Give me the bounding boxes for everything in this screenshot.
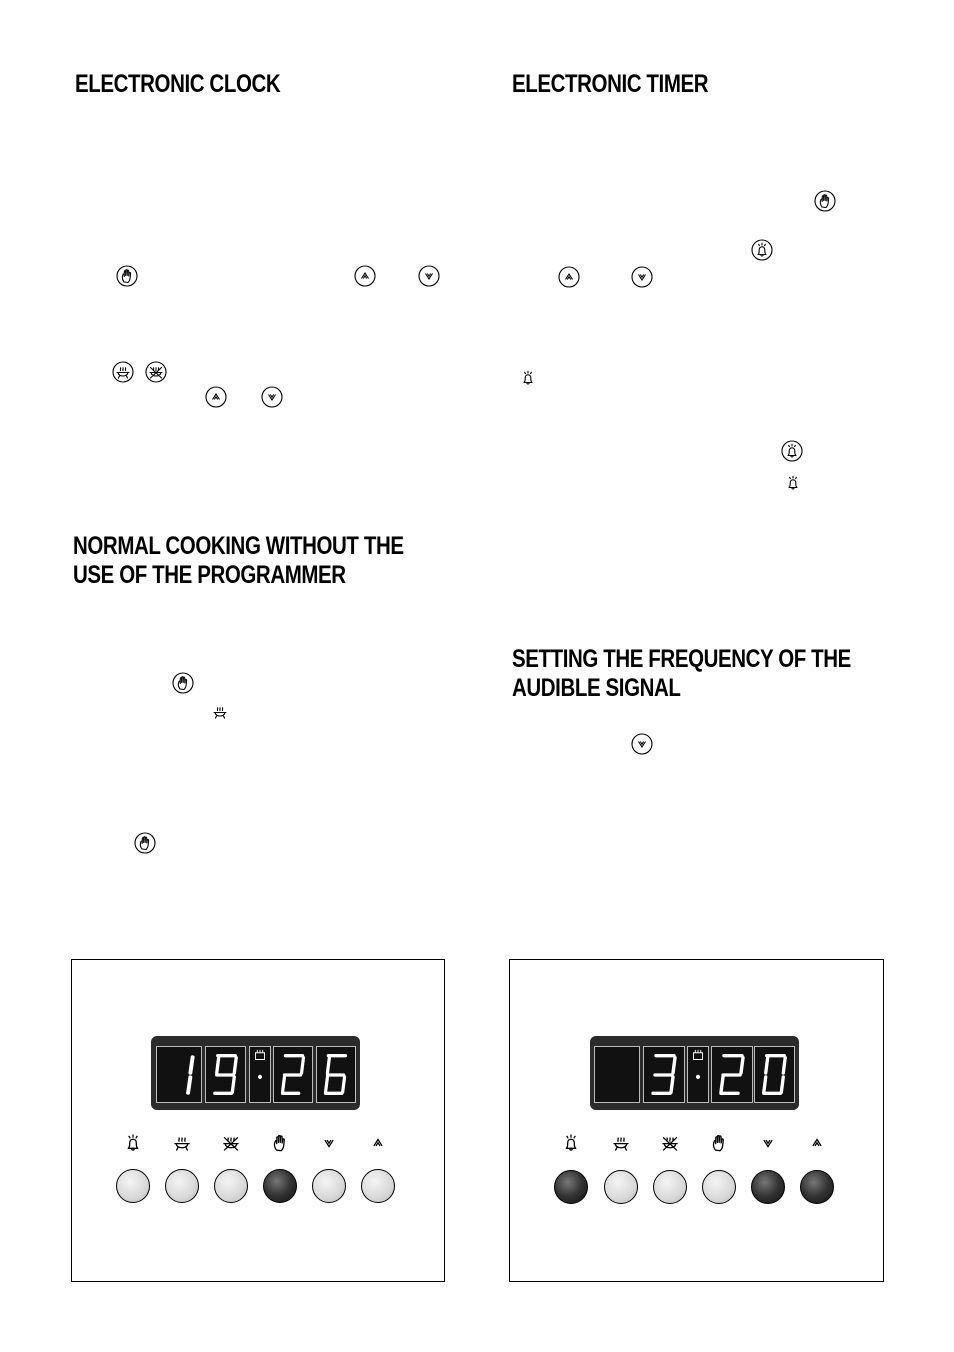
end-cooking-button[interactable] bbox=[653, 1170, 687, 1204]
bell-icon bbox=[517, 367, 539, 389]
heading-normal-cooking-line2: USE OF THE PROGRAMMER bbox=[73, 561, 346, 589]
display-digit bbox=[316, 1046, 356, 1103]
cooking-pot-icon bbox=[169, 1130, 195, 1156]
display-separator bbox=[687, 1046, 709, 1103]
cooking-pot-icon bbox=[209, 701, 231, 723]
down-arrow-icon bbox=[316, 1130, 342, 1156]
up-arrow-icon bbox=[354, 265, 376, 287]
hand-icon bbox=[267, 1130, 293, 1156]
display-digit bbox=[273, 1046, 313, 1103]
up-arrow-button[interactable] bbox=[800, 1170, 834, 1204]
hand-icon bbox=[116, 265, 138, 287]
bell-icon bbox=[781, 440, 803, 462]
down-arrow-icon bbox=[261, 386, 283, 408]
hand-icon bbox=[706, 1130, 732, 1156]
bell-button[interactable] bbox=[554, 1170, 588, 1204]
down-arrow-icon bbox=[631, 733, 653, 755]
up-arrow-button[interactable] bbox=[361, 1169, 395, 1203]
up-arrow-icon bbox=[804, 1130, 830, 1156]
display-digit bbox=[711, 1046, 753, 1103]
bell-icon bbox=[751, 239, 773, 261]
bell-icon bbox=[558, 1130, 584, 1156]
up-arrow-icon bbox=[205, 386, 227, 408]
up-arrow-icon bbox=[365, 1130, 391, 1156]
end-cooking-icon bbox=[218, 1130, 244, 1156]
control-panel-left bbox=[71, 959, 445, 1282]
bell-button[interactable] bbox=[116, 1169, 150, 1203]
display-digit bbox=[594, 1046, 640, 1103]
bell-icon bbox=[120, 1130, 146, 1156]
hand-icon bbox=[172, 672, 194, 694]
up-arrow-icon bbox=[558, 266, 580, 288]
display-digit bbox=[754, 1046, 795, 1103]
hand-button[interactable] bbox=[263, 1169, 297, 1203]
heading-electronic-timer: ELECTRONIC TIMER bbox=[512, 70, 709, 98]
cooking-pot-button[interactable] bbox=[165, 1169, 199, 1203]
cooking-pot-icon bbox=[608, 1130, 634, 1156]
display-separator bbox=[249, 1046, 271, 1103]
hand-icon bbox=[134, 832, 156, 854]
down-arrow-icon bbox=[755, 1130, 781, 1156]
bell-icon bbox=[782, 472, 804, 494]
display-digit bbox=[157, 1046, 203, 1103]
down-arrow-button[interactable] bbox=[312, 1169, 346, 1203]
display-digit bbox=[205, 1046, 246, 1103]
end-cooking-button[interactable] bbox=[214, 1169, 248, 1203]
down-arrow-button[interactable] bbox=[751, 1170, 785, 1204]
heading-audible-signal-line2: AUDIBLE SIGNAL bbox=[512, 674, 681, 702]
cooking-pot-button[interactable] bbox=[604, 1170, 638, 1204]
hand-button[interactable] bbox=[702, 1170, 736, 1204]
down-arrow-icon bbox=[631, 266, 653, 288]
cooking-pot-icon bbox=[112, 361, 134, 383]
down-arrow-icon bbox=[418, 265, 440, 287]
heading-audible-signal-line1: SETTING THE FREQUENCY OF THE bbox=[512, 645, 851, 673]
heading-normal-cooking-line1: NORMAL COOKING WITHOUT THE bbox=[73, 532, 404, 560]
hand-icon bbox=[814, 190, 836, 212]
display-digit bbox=[643, 1046, 685, 1103]
heading-electronic-clock: ELECTRONIC CLOCK bbox=[75, 70, 281, 98]
control-panel-right bbox=[509, 959, 884, 1282]
end-cooking-icon bbox=[657, 1130, 683, 1156]
end-cooking-icon bbox=[145, 361, 167, 383]
